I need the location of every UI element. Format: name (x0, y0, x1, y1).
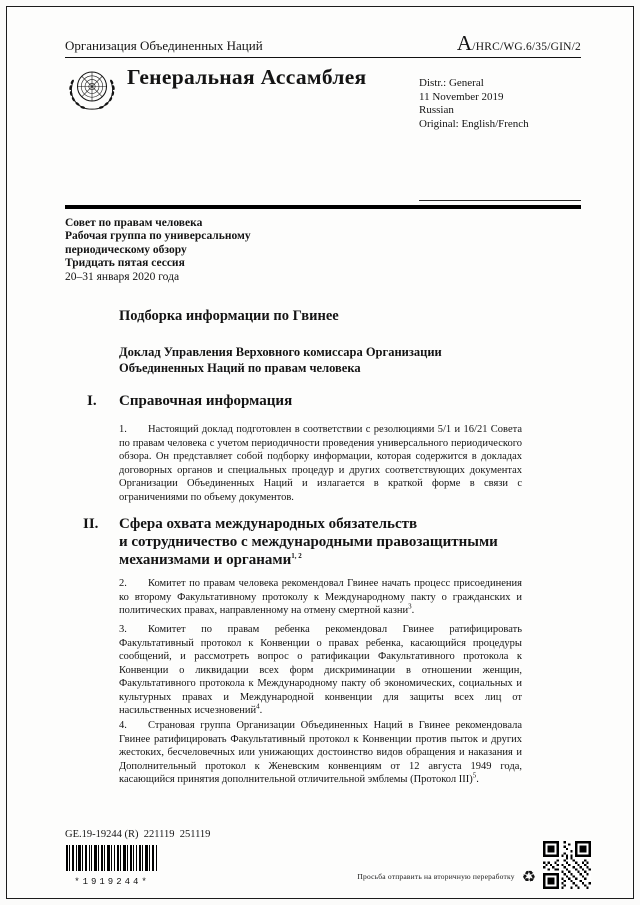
paragraph-tail: . (259, 705, 263, 716)
paragraph-text: Страновая группа Организации Объединенных Наций в Гвинее рекомендовала Гвинее ратифицировать Факультативный протокол к Конвенции против пыток и других жестоких, бесчеловечных или унижающих достоинство видов обращения и наказания и Дополнительный протокол к Женевским конвенциям от 12 августа 1949 года, касающийся принятия дополнительной отличительной эмблемы (Протокол III) (119, 720, 522, 785)
paragraph (119, 623, 522, 718)
session-block (65, 217, 251, 284)
distr-line: Distr.: General (419, 77, 484, 89)
section-heading-line: механизмами и органами (119, 552, 292, 569)
original-line: Original: English/French (419, 117, 529, 130)
document-header (65, 31, 581, 56)
paragraph (119, 577, 522, 618)
document-page (6, 6, 634, 899)
council-name: Совет по правам человека (65, 217, 203, 229)
working-group-line1: Рабочая группа по универсальному (65, 230, 251, 243)
footnote-ref: 4 (256, 702, 260, 711)
section-number: I. (87, 393, 97, 409)
doc-title: Подборка информации по Гвинее (119, 308, 339, 324)
doc-symbol (457, 31, 581, 56)
doc-symbol-rest: /HRC/WG.6/35/GIN/2 (472, 41, 581, 53)
paragraph-number: 4. (119, 720, 127, 731)
header-divider (65, 57, 581, 58)
section-heading-line: и сотрудничество с международными правозащитными (119, 534, 498, 551)
section-heading-line: Сфера охвата международных обязательств (119, 516, 418, 532)
paragraph (119, 423, 522, 504)
section-number: II. (83, 516, 99, 532)
org-name: Организация Объединенных Наций (65, 38, 263, 53)
paragraph-text: Настоящий доклад подготовлен в соответствии с резолюциями 5/1 и 16/21 Совета по правам человека с учетом периодичности проведения универсального периодического обзора. Он представляет собой подборку информации, которая содержится в докладах договорных органов и специальных процедур и других соответствующих документах Организации Объединенных Наций и излагается в краткой форме в связи с ограничениями по объему документов. (119, 424, 522, 503)
footnote-ref: 1, 2 (291, 552, 302, 561)
distr-divider (419, 200, 581, 201)
paragraph-number: 1. (119, 424, 127, 435)
footnote-ref: 3 (408, 602, 412, 611)
section-heading-1 (87, 393, 293, 410)
barcode-label: *1919244* (74, 877, 150, 887)
paragraph-number: 2. (119, 578, 127, 589)
session-dates: 20–31 января 2020 года (65, 270, 180, 283)
footer-right (357, 841, 591, 889)
paragraph-tail: . (476, 774, 479, 785)
paragraph-text: Комитет по правам ребенка рекомендовал Гвинее ратифицировать Факультативный протокол к Конвенции о правах ребенка, касающийся процедуры сообщений, и рассмотреть вопрос о ратификации Факультативного протокола к Конвенции о ликвидации всех форм дискриминации в отношении женщин, Факультативного протокола к Международному пакту об экономических, социальных и культурных правах и Международной конвенции для защиты всех лиц от насильственных исчезновений (119, 624, 522, 716)
paragraph-tail: . (411, 605, 415, 616)
barcode (66, 845, 158, 871)
paragraph-text: Комитет по правам человека рекомендовал Гвинее начать процесс присоединения ко второму Факультативному протоколу к Международному пакту о гражданских и политических правах, направленному на отмену смертной казни (119, 578, 522, 616)
doc-symbol-big: A (456, 31, 473, 55)
section-heading-text: Справочная информация (119, 393, 293, 409)
ge-number: GE.19-19244 (R) 221119 251119 (65, 829, 211, 840)
un-emblem-icon (63, 61, 121, 119)
assembly-title: Генеральная Ассамблея (127, 65, 367, 89)
doc-subtitle: Доклад Управления Верховного комиссара Организации Объединенных Наций по правам человека (119, 345, 442, 376)
section-heading-2 (83, 515, 498, 570)
session-name: Тридцать пятая сессия (65, 257, 185, 270)
qr-code (543, 841, 591, 889)
paragraph-number: 3. (119, 624, 127, 635)
paragraph (119, 719, 522, 787)
recycle-icon: ♻ (521, 867, 536, 886)
language-line: Russian (419, 104, 454, 117)
barcode-block (65, 845, 159, 887)
distr-block (419, 77, 529, 131)
masthead-rule (65, 205, 581, 209)
footnote-ref: 5 (472, 771, 477, 780)
date-line: 11 November 2019 (419, 90, 504, 103)
working-group-line2: периодическому обзору (65, 243, 187, 256)
recycle-note: Просьба отправить на вторичную переработку (357, 872, 515, 881)
